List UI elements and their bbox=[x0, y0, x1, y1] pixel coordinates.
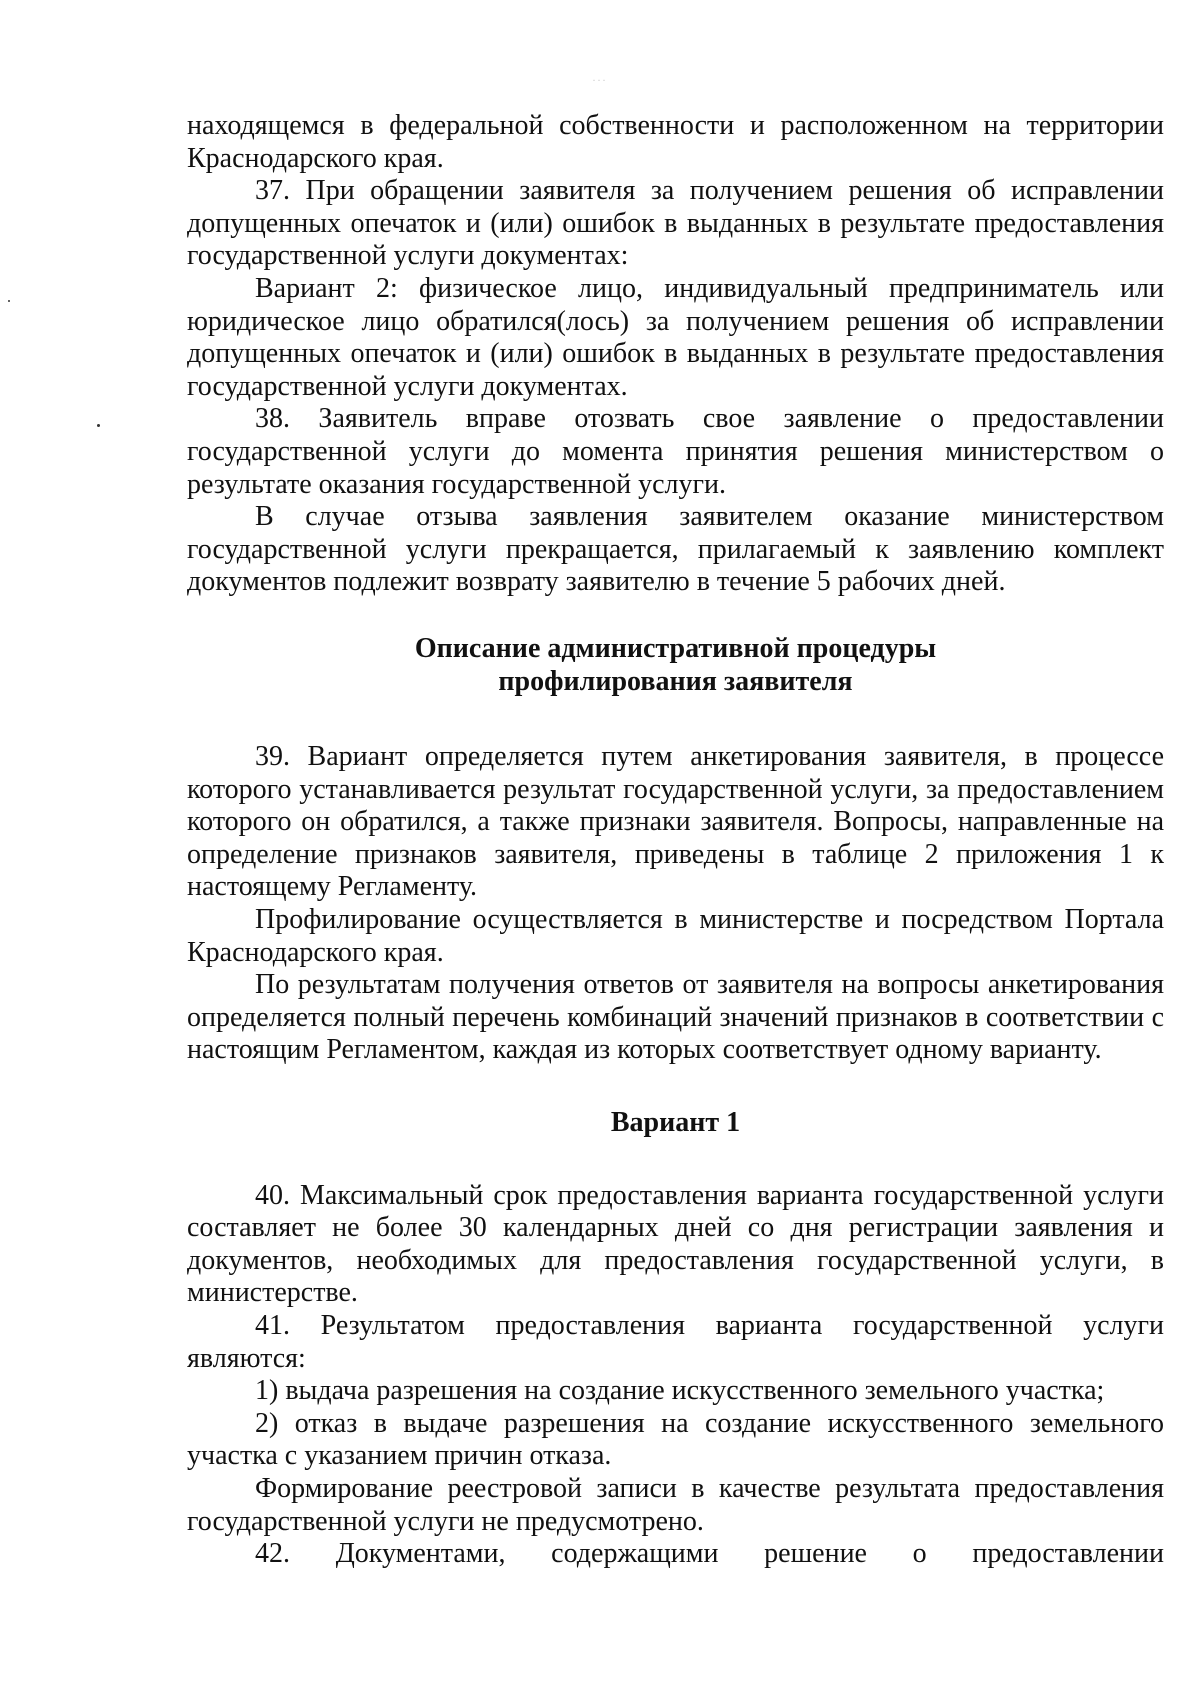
paragraph-profiling-portal: Профилирование осуществляется в министерстве и посредством Портала Краснодарского края. bbox=[187, 904, 1164, 968]
paragraph-42: 42. Документами, содержащими решение о предоставлении bbox=[255, 1538, 1164, 1570]
paragraph-profiling-results: По результатам получения ответов от заявителя на вопросы анкетирования определяется полный перечень комбинаций значений признаков в соответствии с настоящим Регламентом, каждая из которых соответствует одному варианту. bbox=[187, 969, 1164, 1066]
paragraph-38: 38. Заявитель вправе отозвать свое заявление о предоставлении государственной услуги до момента принятия решения министерством о результате оказания государственной услуги. bbox=[187, 403, 1164, 500]
section-heading-profiling-line1: Описание административной процедуры bbox=[414, 632, 937, 664]
spacer bbox=[187, 698, 1164, 741]
spacer bbox=[187, 1067, 1164, 1107]
paragraph-variant-2: Вариант 2: физическое лицо, индивидуальный предприниматель или юридическое лицо обратился(лось) за получением решения об исправлении допущенных опечаток и (или) ошибок в выданных в результате предоставления государственной услуги документах. bbox=[187, 272, 1164, 402]
list-item-1: 1) выдача разрешения на создание искусственного земельного участка; bbox=[255, 1375, 1105, 1407]
scan-speck bbox=[97, 424, 100, 427]
paragraph-37: 37. При обращении заявителя за получением решения об исправлении допущенных опечаток и (или) ошибок в выданных в результате предоставления государственной услуги документах: bbox=[187, 175, 1164, 272]
document-body bbox=[187, 110, 1164, 1571]
paragraph-40: 40. Максимальный срок предоставления варианта государственной услуги составляет не более 30 календарных дней со дня регистрации заявления и документов, необходимых для предоставления государственной услуги, в министерстве. bbox=[187, 1179, 1164, 1309]
paragraph-withdrawal: В случае отзыва заявления заявителем оказание министерством государственной услуги прекращается, прилагаемый к заявлению комплект документов подлежит возврату заявителю в течение 5 рабочих дней. bbox=[187, 501, 1164, 598]
paragraph-continuation: находящемся в федеральной собственности и расположенном на территории Краснодарского края. bbox=[187, 110, 1164, 174]
section-heading-variant-1: Вариант 1 bbox=[610, 1107, 741, 1139]
paragraph-41: 41. Результатом предоставления варианта государственной услуги являются: bbox=[187, 1310, 1164, 1374]
page-mark: ... bbox=[592, 70, 608, 84]
paragraph-registry: Формирование реестровой записи в качестве результата предоставления государственной услуги не предусмотрено. bbox=[187, 1472, 1164, 1537]
spacer bbox=[187, 599, 1164, 633]
section-heading-profiling-line2: профилирования заявителя bbox=[498, 665, 853, 697]
list-item-2: 2) отказ в выдаче разрешения на создание искусственного земельного участка с указанием причин отказа. bbox=[187, 1407, 1164, 1472]
scan-speck bbox=[8, 300, 10, 302]
spacer bbox=[187, 1140, 1164, 1180]
paragraph-39: 39. Вариант определяется путем анкетирования заявителя, в процессе которого устанавливается результат государственной услуги, за предоставлением которого он обратился, а также признаки заявителя. Вопросы, направленные на определение признаков заявителя, приведены в таблице 2 приложения 1 к настоящему Регламенту. bbox=[187, 741, 1164, 903]
